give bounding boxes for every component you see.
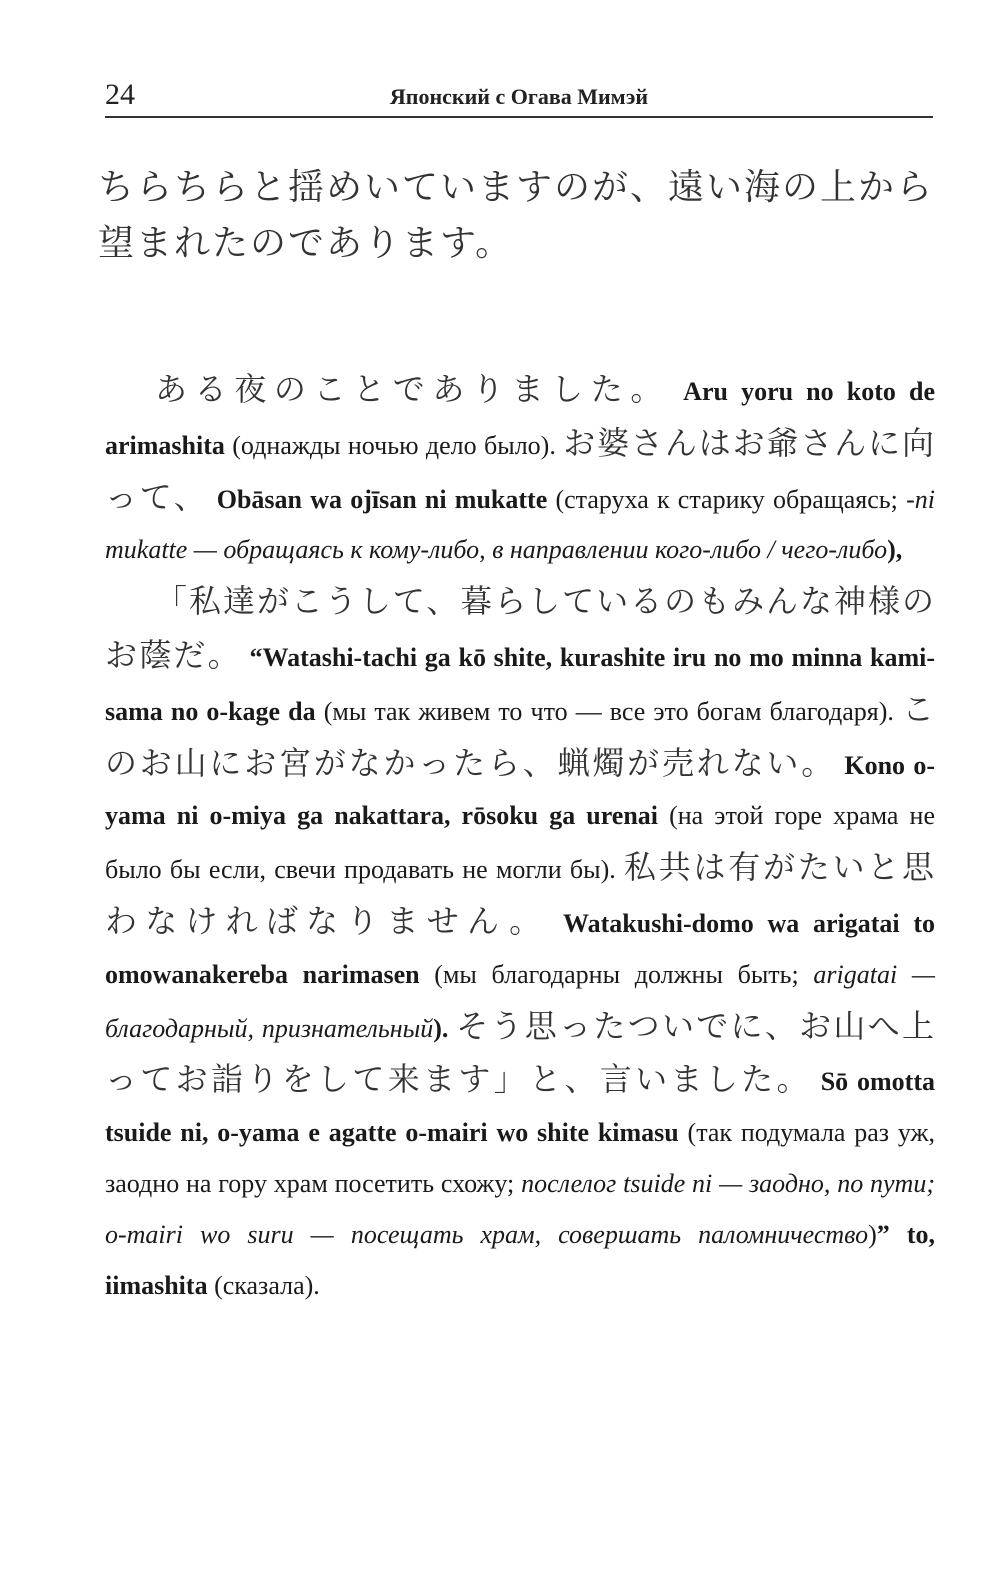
romaji-phrase: Kono o-yama ni o-miya ga nakattara, rōsoku ga urenai [105, 750, 935, 831]
romaji-phrase: “Watashi-tachi ga kō shite, kurashite iru no mo minna kami-sama no o-kage da [105, 642, 935, 726]
japanese-phrase: このお山にお宮がなかったら、蝋燭が売れない。 [105, 689, 935, 782]
main-text [105, 364, 935, 1311]
romaji-phrase: Obāsan wa ojīsan ni mukatte [216, 484, 548, 514]
translation: (мы так живем то что — все это богам благодаря). [315, 696, 902, 726]
romaji-phrase: ” to, iimashita [105, 1219, 935, 1300]
page-number: 24 [105, 78, 135, 111]
translation-close: ) [868, 1219, 877, 1249]
translation-close: ). [433, 1013, 457, 1043]
translation: (так подумала раз уж, заодно на гору храм посетить схожу; [105, 1118, 935, 1198]
romaji-phrase: Aru yoru no koto de arimashita [105, 377, 935, 460]
page-header [105, 72, 933, 118]
japanese-phrase: 「私達がこうして、暮らしているのもみんな神様のお蔭だ。 [105, 582, 935, 674]
grammar-note: послелог tsuide ni — заодно, по пути; o-mairi wo suru — посещать храм, совершать паломничество [105, 1168, 935, 1249]
grammar-note: -ni mukatte — обращаясь к кому-либо, в направлении кого-либо / чего-либо [105, 484, 935, 565]
romaji-phrase: Sō omotta tsuide ni, o-yama e agatte o-mairi wo shite kimasu [105, 1067, 935, 1148]
translation: (сказала). [207, 1270, 320, 1300]
intro-japanese-text: ちらちらと揺めいていますのが、遠い海の上から望まれたのであります。 [98, 167, 935, 264]
japanese-phrase: お婆さんはお爺さんに向って、 [105, 423, 935, 516]
romaji-phrase: Watakushi-domo wa arigatai to omowanakereba narimasen [105, 908, 936, 989]
translation: (на этой горе храма не было бы если, свечи продавать не могли бы). [105, 801, 935, 885]
translation: (старуха к старику обращаясь; [547, 484, 907, 514]
japanese-phrase: 私共は有がたいと思わなければなりません。 [105, 848, 935, 940]
running-title: Японский с Огава Мимэй [389, 84, 649, 109]
translation-close: ), [887, 535, 903, 565]
translation: (однажды ночью дело было). [224, 430, 564, 460]
grammar-note: arigatai — благодарный, признательный [105, 959, 935, 1043]
paragraph-2 [105, 576, 935, 1311]
paragraph-1 [105, 364, 935, 576]
japanese-phrase: そう思ったついでに、お山へ上ってお詣りをして来ます」と、言いました。 [105, 1006, 935, 1099]
translation: (мы благодарны должны быть; [419, 959, 814, 989]
japanese-phrase: ある夜のことでありました。 [155, 370, 671, 408]
